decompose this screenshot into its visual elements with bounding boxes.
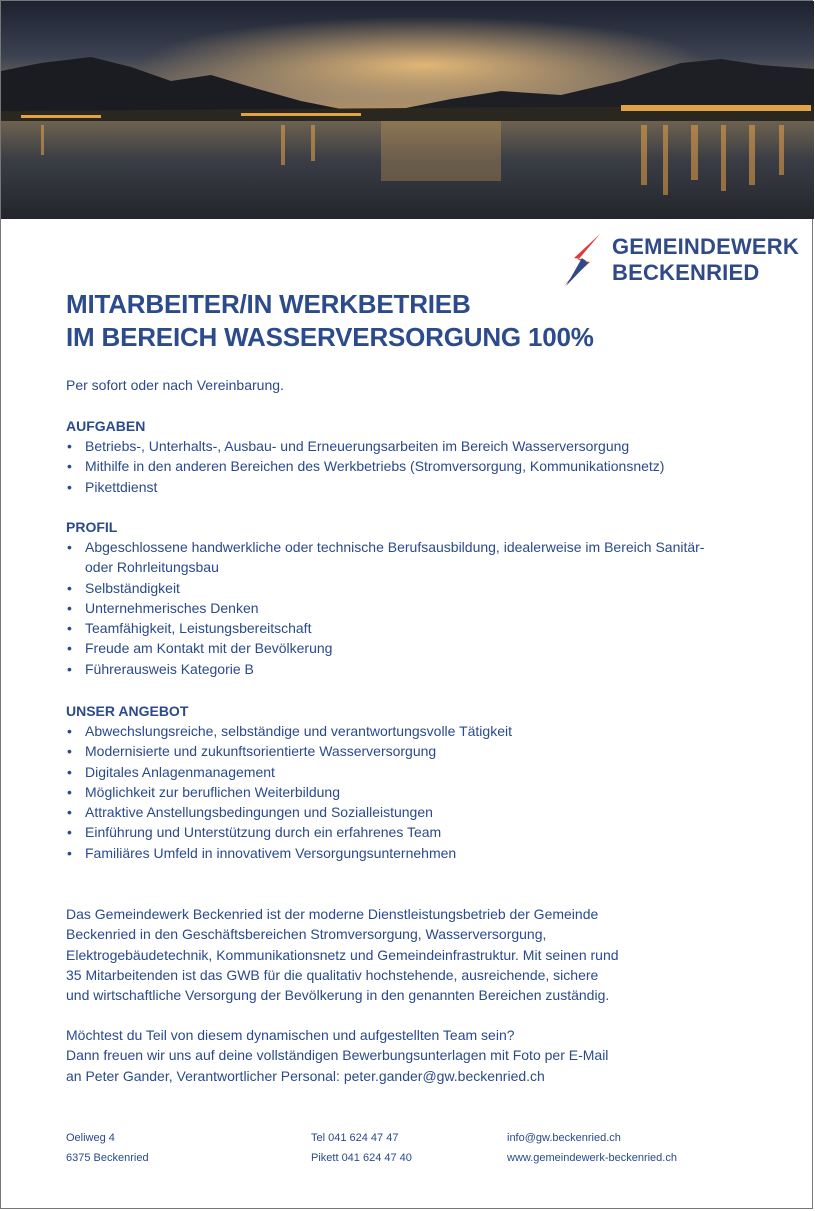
lightning-bolt-icon xyxy=(560,232,608,290)
about-line: Das Gemeindewerk Beckenried ist der moderne Dienstleistungsbetrieb der Gemeinde xyxy=(66,906,599,922)
list-item: • Möglichkeit zur beruflichen Weiterbildung xyxy=(66,782,512,802)
application-paragraph xyxy=(66,1025,608,1086)
intro-text: Per sofort oder nach Vereinbarung. xyxy=(66,377,284,393)
logo-line1: GEMEINDEWERK xyxy=(612,234,799,259)
list-item: • Teamfähigkeit, Leistungsbereitschaft xyxy=(66,618,704,638)
angebot-section xyxy=(66,701,512,863)
about-line: Beckenried in den Geschäftsbereichen Stromversorgung, Wasserversorgung, xyxy=(66,926,547,943)
title-line2: IM BEREICH WASSERVERSORGUNG 100% xyxy=(66,322,594,352)
footer-phones xyxy=(311,1128,412,1168)
aufgaben-list xyxy=(66,436,664,497)
list-item: • Abgeschlossene handwerkliche oder technische Berufsausbildung, idealerweise im Bereich Sanitär- xyxy=(66,537,704,557)
address-city: 6375 Beckenried xyxy=(66,1152,149,1164)
list-item: • Digitales Anlagenmanagement xyxy=(66,762,512,782)
cta-line: Möchtest du Teil von diesem dynamischen und aufgestellten Team sein? xyxy=(66,1027,515,1043)
list-item: • Unternehmerisches Denken xyxy=(66,598,704,618)
profil-heading: PROFIL xyxy=(66,519,118,535)
cta-line: an Peter Gander, Verantwortlicher Personal: peter.gander@gw.beckenried.ch xyxy=(66,1067,545,1084)
list-item: • Abwechslungsreiche, selbständige und verantwortungsvolle Tätigkeit xyxy=(66,721,512,741)
list-item: • Führerausweis Kategorie B xyxy=(66,659,704,679)
list-item: • Mithilfe in den anderen Bereichen des Werkbetriebs (Stromversorgung, Kommunikationsnetz) xyxy=(66,456,664,476)
header-image xyxy=(1,1,814,219)
list-item: • Pikettdienst xyxy=(66,477,664,497)
aufgaben-section xyxy=(66,416,664,497)
list-item-continuation: oder Rohrleitungsbau xyxy=(85,559,219,576)
page-title xyxy=(66,288,594,354)
list-item: • Betriebs-, Unterhalts-, Ausbau- und Erneuerungsarbeiten im Bereich Wasserversorgung xyxy=(66,436,664,456)
aufgaben-heading: AUFGABEN xyxy=(66,418,146,434)
lake-night-landscape-image xyxy=(1,1,814,219)
about-line: und wirtschaftliche Versorgung der Bevölkerung in den genannten Bereichen zuständig. xyxy=(66,987,610,1004)
phone-number: Tel 041 624 47 47 xyxy=(311,1132,399,1144)
about-paragraph xyxy=(66,904,619,1005)
title-line1: MITARBEITER/IN WERKBETRIEB xyxy=(66,289,471,319)
footer-address xyxy=(66,1128,149,1168)
list-item: • Attraktive Anstellungsbedingungen und Sozialleistungen xyxy=(66,802,512,822)
list-item: • Modernisierte und zukunftsorientierte Wasserversorgung xyxy=(66,741,512,761)
profil-section xyxy=(66,517,704,679)
cta-line: Dann freuen wir uns auf deine vollständigen Bewerbungsunterlagen mit Foto per E-Mail xyxy=(66,1047,609,1064)
list-item: • Familiäres Umfeld in innovativem Versorgungsunternehmen xyxy=(66,843,512,863)
logo-line2: BECKENRIED xyxy=(612,260,760,285)
profil-list xyxy=(66,537,704,679)
list-item: • Freude am Kontakt mit der Bevölkerung xyxy=(66,638,704,658)
about-line: 35 Mitarbeitenden ist das GWB für die qualitativ hochstehende, ausreichende, sichere xyxy=(66,966,599,983)
angebot-heading: UNSER ANGEBOT xyxy=(66,703,189,719)
pikett-number: Pikett 041 624 47 40 xyxy=(311,1152,412,1164)
website-link[interactable]: www.gemeindewerk-beckenried.ch xyxy=(507,1152,677,1164)
angebot-list xyxy=(66,721,512,863)
list-item: • Einführung und Unterstützung durch ein erfahrenes Team xyxy=(66,822,512,842)
list-item: • Selbständigkeit xyxy=(66,578,704,598)
address-street: Oeliweg 4 xyxy=(66,1132,115,1144)
footer-contact xyxy=(507,1128,677,1168)
company-logo xyxy=(560,232,805,290)
email-link[interactable]: info@gw.beckenried.ch xyxy=(507,1132,621,1144)
about-line: Elektrogebäudetechnik, Kommunikationsnetz und Gemeindeinfrastruktur. Mit seinen rund xyxy=(66,946,619,963)
